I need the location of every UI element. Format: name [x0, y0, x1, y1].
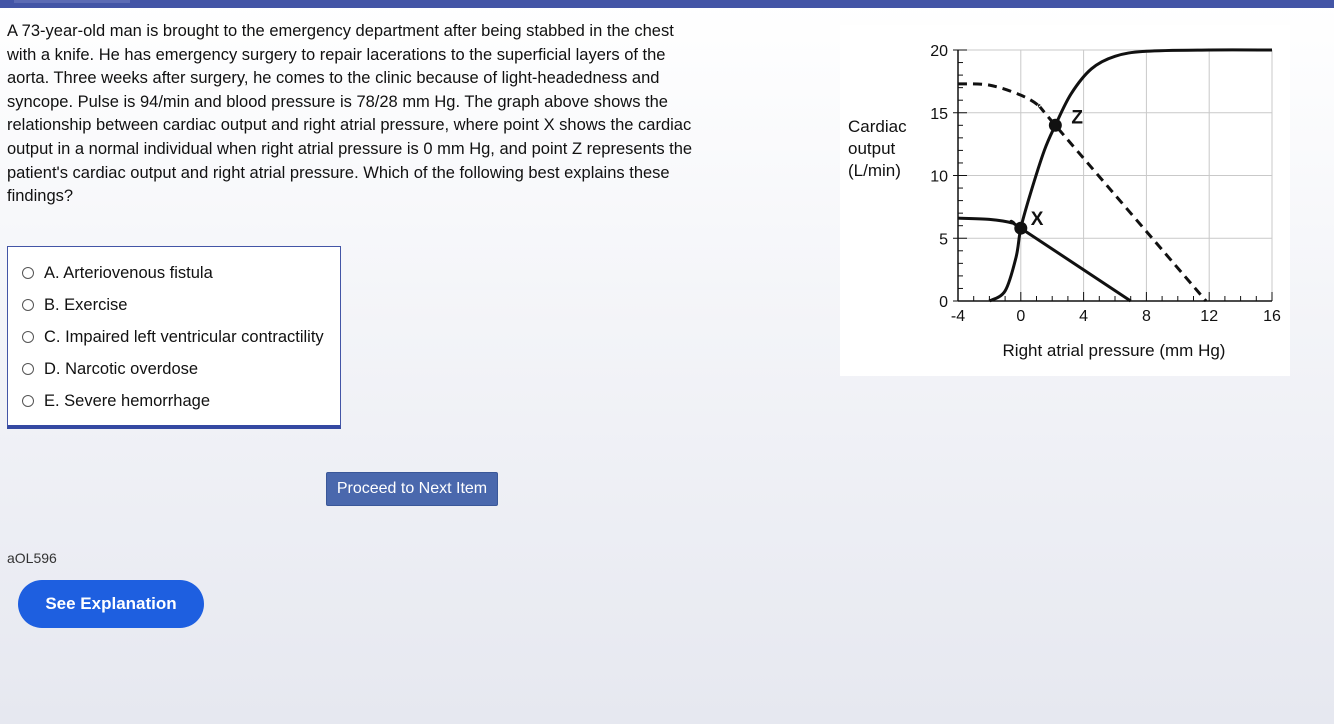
x-tick-label: -4 — [950, 308, 966, 325]
see-explanation-button[interactable]: See Explanation — [18, 580, 204, 628]
radio-icon[interactable] — [22, 395, 34, 407]
answer-choice-c[interactable] — [22, 325, 324, 349]
x-tick-label: 0 — [1016, 308, 1026, 325]
top-bar-tab — [14, 0, 130, 3]
x-tick-label: 16 — [1263, 308, 1281, 325]
radio-icon[interactable] — [22, 363, 34, 375]
answer-label: E. Severe hemorrhage — [44, 391, 211, 410]
y-tick-label: 20 — [930, 43, 948, 60]
answer-choice-e[interactable] — [22, 389, 210, 413]
y-tick-label: 15 — [930, 105, 948, 123]
answer-choices — [7, 246, 341, 429]
answer-label: D. Narcotic overdose — [44, 359, 199, 378]
point-z-label: Z — [1071, 107, 1083, 129]
x-axis-label: Right atrial pressure (mm Hg) — [1002, 341, 1226, 360]
y-axis-label-line-1: Cardiac — [848, 117, 907, 136]
chart-svg — [840, 25, 1290, 376]
x-tick-label: 4 — [1079, 308, 1089, 325]
x-tick-label: 8 — [1141, 308, 1151, 325]
point-x-marker — [1014, 222, 1027, 235]
y-axis-label-line-2: output — [848, 139, 896, 158]
point-z-marker — [1049, 119, 1062, 132]
answer-label: A. Arteriovenous fistula — [44, 263, 213, 282]
answer-choice-d[interactable] — [22, 357, 198, 381]
y-tick-label: 5 — [939, 231, 948, 249]
radio-icon[interactable] — [22, 299, 34, 311]
x-tick-label: 12 — [1200, 308, 1219, 325]
answer-label: B. Exercise — [44, 295, 128, 314]
top-bar — [0, 0, 1334, 8]
item-id: aOL596 — [7, 550, 57, 566]
point-x-label: X — [1030, 209, 1044, 231]
y-axis-label-line-3: (L/min) — [848, 161, 901, 180]
answer-choice-b[interactable] — [22, 293, 127, 317]
answer-choice-a[interactable] — [22, 261, 213, 285]
question-stem: A 73-year-old man is brought to the emergency department after being stabbed in the chest with a knife. He has emergency surgery to repair lacerations to the superficial layers of the aorta. Three weeks after surgery, he comes to the clinic because of light-headedness and syncope. Pulse is 94/min and blood pressure is 78/28 mm Hg. The graph above shows the relationship between cardiac output and right atrial pressure, where point X shows the cardiac output in a normal individual when right atrial pressure is 0 mm Hg, and point Z represents the patient's cardiac output and right atrial pressure. Which of the following best explains these findings? — [7, 22, 693, 206]
curve-2 — [958, 218, 1131, 301]
radio-icon[interactable] — [22, 331, 34, 343]
radio-icon[interactable] — [22, 267, 34, 279]
y-tick-label: 10 — [930, 168, 948, 186]
answer-label: C. Impaired left ventricular contractility — [44, 327, 324, 346]
y-tick-label: 0 — [939, 294, 948, 311]
proceed-next-button[interactable]: Proceed to Next Item — [326, 472, 498, 506]
cardiac-output-graph — [840, 25, 1290, 376]
